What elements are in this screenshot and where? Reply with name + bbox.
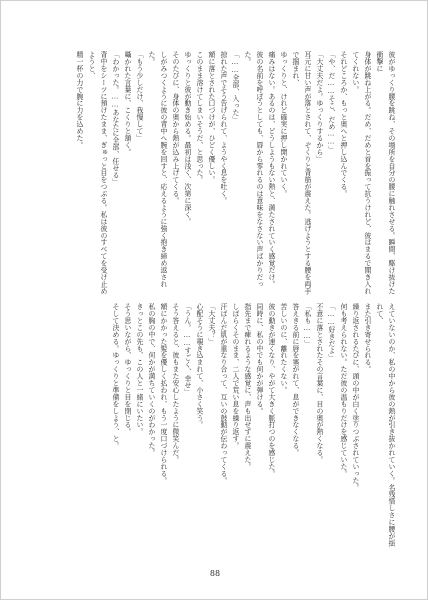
upper-text-block: 彼がゆっくり腰を跳ね、その場所を自分の腰に触れさせる。瞬間、駆け抜けた衝撃に 身体が跳ね上がる。だめ、だめと首を振って抗うけれど、彼はまるで聞き入れてくれない。 それどころか、もっと奥へと押し込んでくる。 「や、だ……そこ、だめ……」 「大丈夫だよ。ゆっくりするから」 耳元に甘い声が落とされて、ぞくりと背筋が震えた。逃げようとする腰を両手で掴まれ、 ゆっくりと、けれど確実に押し開かれていく。 痛みはない。あるのは、どうしようもない熱と、満たされていく感覚だけ。 彼の名前を呼ぼうとしても、唇から零れるのは意味をなさない声ばかりだった。 「……全部、入った」 掠れた声でそう告げられて、ようやく息を吐く。 額に落とされた口づけが、ひどく優しい。 このまま溶けてしまいそうだ、と思った。 ゆっくりと彼が動き始める。最初は浅く、次第に深く。 そのたびに、身体の奥から熱が込み上げてくる。 しがみつくように彼の背中へ腕を回すと、応えるように強く抱き締め返された。 「もう少しだけ、我慢して」 囁かれた言葉に、こくりと頷く。 「わかった。……あなたに全部、任せる」 背中をシーツに預けたまま、ぎゅっと目をつぶる。私は彼のすべてを受け止めようと、 精一杯の力で腕に力を込めた。 xyxy=(75,51,395,295)
lower-text-block: えていないのか、私の中から彼の熱が引き抜かれていく。名残惜しさに腰が揺れて、 また引き寄せられる。 繰り返されるたびに、頭の中が白く塗りつぶされていった。 何も考えられない。ただ彼の温もりだけを感じていた。 「……好きだよ」 不意に落とされたその言葉に、目の奥が熱くなる。 「私も……」 答えきる前に唇を塞がれて、息ができなくなる。 苦しいのに、離れたくない。 彼の動きが速くなり、やがて大きく脈打つのを感じた。 同時に、私の中でも何かが弾ける。 指先まで痺れるような感覚に、声も出せずに震えた。 しばらくそのまま、二人で荒い息を繰り返す。 汗ばんだ肌が重なり合って、互いの鼓動が伝わってくる。 「大丈夫？」 心配そうに覗き込まれて、小さく笑う。 「うん。……すごく、幸せ」 そう答えると、彼もまた安心したように微笑んだ。 額にかかった髪を優しく払われ、もう一度口づけられる。 私の胸の中で、何かが満ちていくのがわかった。 きっとこの先も、この人と一緒にいたい。 そう思いながら、ゆっくりと目を閉じる。 そして決める。ゆっくりと準備をしよう、と。 xyxy=(111,303,395,547)
page-number: 88 xyxy=(209,569,221,578)
